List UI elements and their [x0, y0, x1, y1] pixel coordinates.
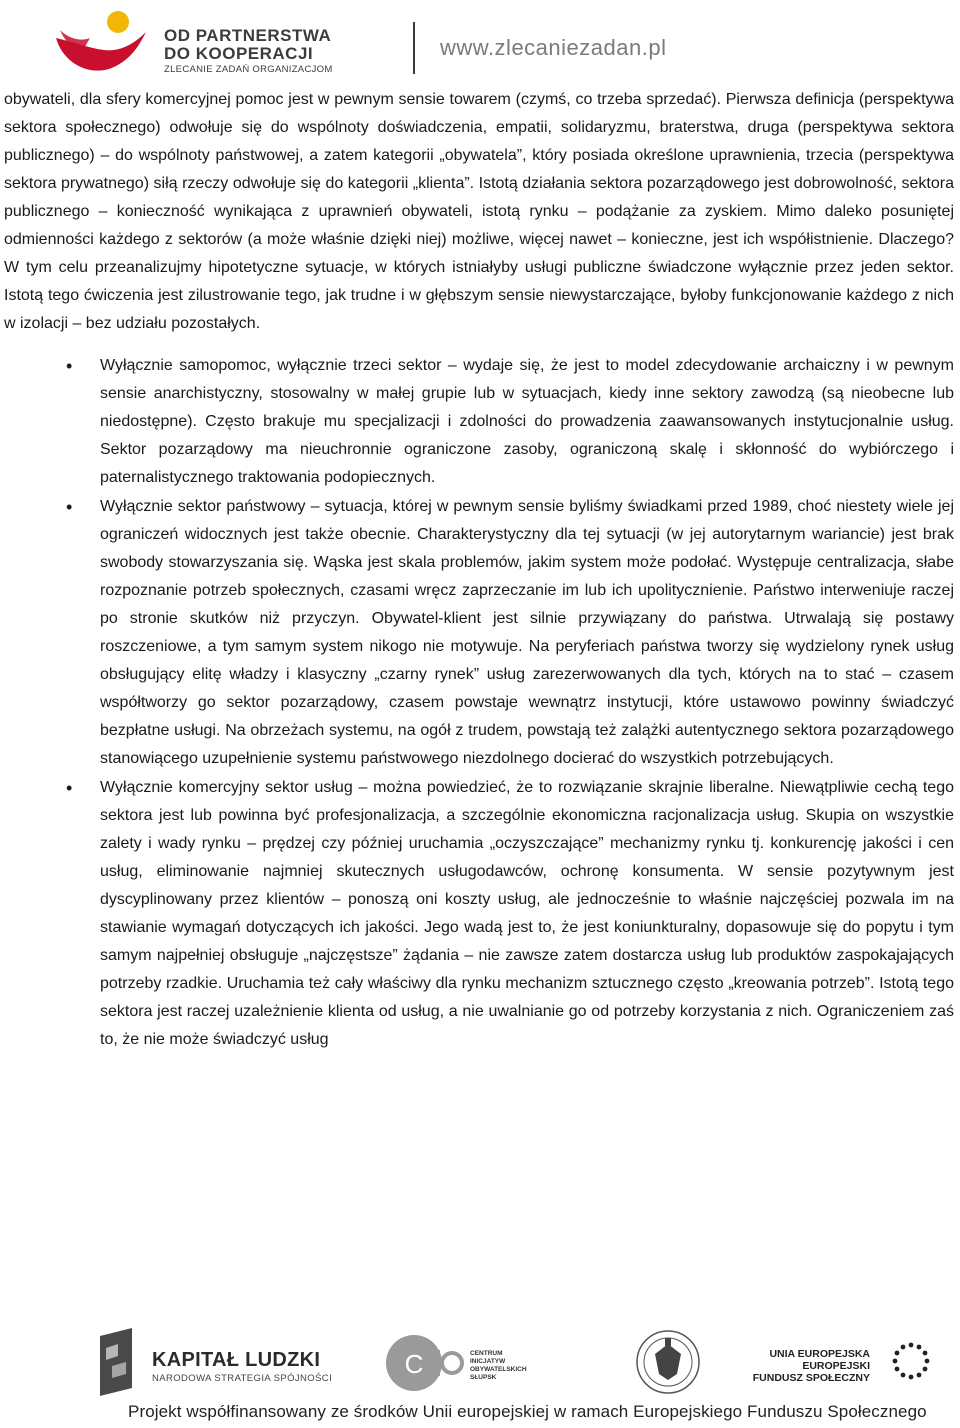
scenario-list — [4, 352, 954, 1054]
kapital-ludzki-title: KAPITAŁ LUDZKI — [152, 1349, 321, 1371]
org-subtitle: ZLECANIE ZADAŃ ORGANIZACJOM — [164, 64, 333, 75]
document-body — [4, 86, 954, 1055]
eu-line2: EUROPEJSKI — [802, 1360, 870, 1372]
list-item: • Wyłącznie samopomoc, wyłącznie trzeci sektor – wydaje się, że jest to model zdecydowanie archaiczny i w pewnym sensie anarchistyczny, stosowalny w małej grupie lub w sytuacjach, kiedy inne sektory zawodzą (są nieobecne lub niedostępne). Często brakuje mu specjalizacji i zdolności do prowadzenia zaawansowanych instytucjonalnie usług. Sektor pozarządowy ma nieuchronnie ograniczone zasoby, ograniczoną skalę i skłonność do wybiórczego i paternalistycznego traktowania podopiecznych. — [4, 352, 954, 492]
kapital-ludzki-flag-icon — [98, 1326, 146, 1396]
org-name-line2: DO KOOPERACJI — [164, 44, 314, 63]
header-divider — [413, 22, 415, 74]
eu-label — [753, 1348, 870, 1384]
page-header — [0, 0, 960, 84]
kapital-ludzki-subtitle: NARODOWA STRATEGIA SPÓJNOŚCI — [152, 1373, 333, 1384]
eu-line1: UNIA EUROPEJSKA — [769, 1348, 870, 1360]
university-warsaw-seal-icon — [635, 1324, 701, 1400]
list-item: • Wyłącznie komercyjny sektor usług – można powiedzieć, że to rozwiązanie skrajnie liberalne. Niewątpliwie cechą tego sektora jest lub powinna być profesjonalizacja, a szczególnie ekonomiczna racjonalizacja usług. Skupia on wszystkie zalety i wady rynku – prędzej czy później uruchamia „oczyszczające” mechanizmy rynku tj. konkurencję jakości i cen usług, eliminowanie najmniej skutecznych usługodawców, ochronę konsumenta. W sensie pozytywnym jest dyscyplinowany przez klientów – ponoszą oni koszty usług, ale jednocześnie to właśnie najczęściej pozwala im na stawianie wymagań dotyczących ich jakości. Jego wadą jest to, że jest koniunkturalny, dopasowuje się do popytu i tym samym najpełniej obsługuje „najczęstsze” żądania – nie zawsze zatem dostarcza usług lub produktów zaspokajających potrzeby rzadkie. Uruchamia też cały właściwy dla rynku mechanizm sztucznego często „kreowania potrzeb”. Istotą tego sektora jest raczej uzależnienie klienta od usług, a nie uwalnianie go od potrzeby korzystania z nich. Ograniczeniem zaś to, że nie może świadczyć usług — [4, 774, 954, 1054]
eu-flag-icon — [878, 1338, 944, 1384]
cio-logo-icon — [384, 1332, 464, 1394]
partnership-logo-icon — [54, 8, 154, 80]
org-name-line1: OD PARTNERSTWA — [164, 26, 332, 45]
list-item: • Wyłącznie sektor państwowy – sytuacja, której w pewnym sensie byliśmy świadkami przed 1989, choć niestety wiele jej ograniczeń widocznych jest także obecnie. Charakterystyczny dla tej sytuacji (w jej autorytarnym wariancie) jest brak swobody stowarzyszania się. Wąska jest skala problemów, jakim system może podołać. Występuje centralizacja, słabe rozpoznanie potrzeb społecznych, czasami wręcz zaprzeczanie im lub ich upolitycznienie. Państwo interweniuje raczej po stronie skutków niż przyczyn. Obywatel-klient jest silnie przywiązany do państwa. Utrwalają się postawy roszczeniowe, a tym samym system nikogo nie motywuje. Na peryferiach państwa tworzy się wydzielony rynek usług obsługujący elitę władzy i klasyczny „czarny rynek” usług zarezerwowanych dla tych, których na to stać – czasem współtworzy go sektor pozarządowy, czasem powstaje wewnątrz instytucji, które ustawowo powinny świadczyć bezpłatne usługi. Na obrzeżach systemu, na ogół z trudem, powstają też zalążki autentycznego sektora pozarządowego stanowiącego uzupełnienie systemu państwowego niezdolnego docierać do wszystkich potrzebujących. — [4, 493, 954, 773]
page-footer — [0, 1318, 960, 1428]
cio-name: CENTRUM INICJATYW OBYWATELSKICH SŁUPSK — [470, 1350, 527, 1381]
intro-paragraph: obywateli, dla sfery komercyjnej pomoc jest w pewnym sensie towarem (czymś, co trzeba sprzedać). Pierwsza definicja (perspektywa sektora społecznego) odwołuje się do wspólnoty doświadczenia, empatii, solidaryzmu, braterstwa, druga (perspektywa sektora publicznego) – do wspólnoty państwowej, a zatem kategorii „obywatela”, który posiada określone uprawnienia, trzecia (perspektywa sektora prywatnego) siłą rzeczy odwołuje się do kategorii „klienta”. Istotą działania sektora pozarządowego jest dobrowolność, sektora publicznego – konieczność wynikająca z uprawnień obywateli, istotą rynku – podążanie za zyskiem. Mimo daleko posuniętej odmienności każdego z sektorów (a może właśnie dzięki niej) możliwe, więcej nawet – konieczne, jest ich współistnienie. Dlaczego? W tym celu przeanalizujmy hipotetyczne sytuacje, w których istniałyby usługi publiczne świadczone wyłącznie przez jeden sektor. Istotą tego ćwiczenia jest zilustrowanie tego, jak trudne i w głębszym sensie niewystarczające, byłoby funkcjonowanie każdego z nich w izolacji – bez udziału pozostałych. — [4, 91, 954, 332]
website-link[interactable]: www.zlecaniezadan.pl — [440, 35, 667, 60]
svg-text:C: C — [404, 1349, 424, 1379]
eu-line3: FUNDUSZ SPOŁECZNY — [752, 1372, 870, 1384]
cofinance-statement: Projekt współfinansowany ze środków Unii europejskiej w ramach Europejskiego Funduszu Społecznego — [128, 1402, 927, 1421]
